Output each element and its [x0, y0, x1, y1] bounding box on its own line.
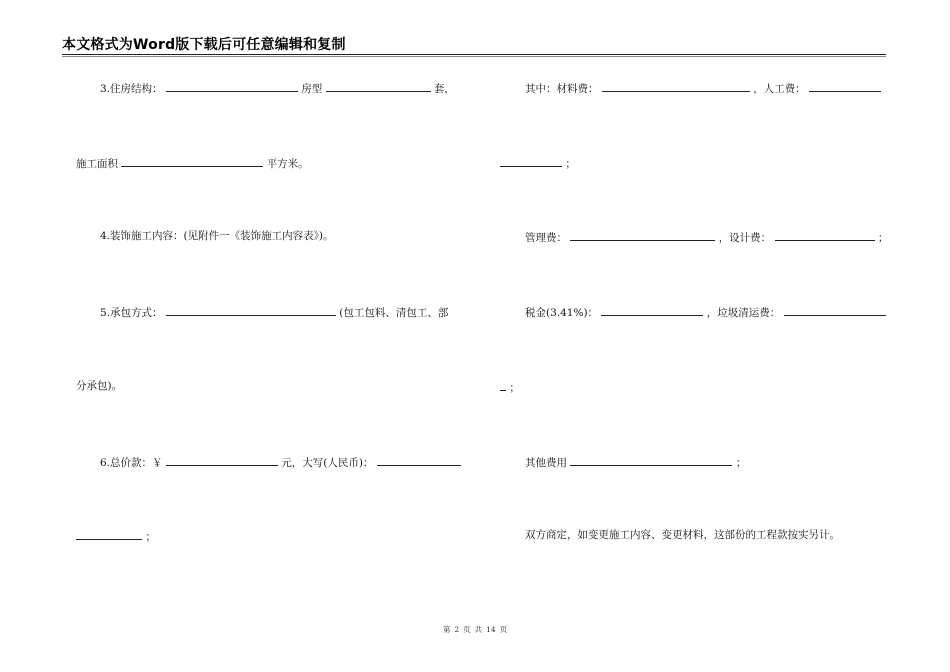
footer-total-word: 共	[474, 625, 483, 634]
document-header-title: 本文格式为Word版下载后可任意编辑和复制	[62, 37, 346, 53]
management-fee-label: 管理费：	[525, 232, 567, 244]
tax-blank[interactable]	[601, 304, 703, 316]
construction-area-label: 施工面积	[76, 158, 118, 170]
total-price-line-cont	[76, 528, 156, 542]
header-divider-secondary	[62, 56, 886, 57]
current-page-number: 2	[454, 625, 460, 634]
contract-method-blank[interactable]	[166, 304, 336, 316]
total-page-number: 14	[486, 625, 496, 634]
semicolon: ；	[509, 382, 520, 394]
other-fees-line	[525, 454, 746, 468]
labor-fee-line-cont	[500, 155, 576, 169]
design-fee-blank[interactable]	[775, 229, 875, 241]
material-fee-blank[interactable]	[602, 80, 750, 92]
management-fee-blank[interactable]	[570, 229, 715, 241]
total-price-line	[100, 454, 461, 468]
garbage-fee-blank[interactable]	[784, 304, 886, 316]
house-type-label: 房型	[301, 83, 323, 95]
management-design-line	[525, 229, 888, 243]
tax-label: 税金(3.41%)：	[525, 307, 599, 319]
decoration-content-text: 4.装饰施工内容：(见附件一《装饰施工内容表》)。	[100, 230, 334, 242]
amount-in-words-blank-cont[interactable]	[76, 528, 142, 540]
semicolon: ；	[877, 232, 889, 244]
footer-suffix: 页	[499, 625, 508, 634]
contract-method-options-cont: 分承包)。	[76, 380, 123, 392]
housing-structure-blank[interactable]	[166, 80, 298, 92]
other-fees-label: 其他费用	[525, 457, 567, 469]
total-price-blank[interactable]	[166, 454, 278, 466]
unit-label: 套，	[433, 83, 455, 95]
contract-method-line-cont	[76, 379, 122, 393]
design-fee-label: ，设计费：	[718, 232, 772, 244]
footer-prefix: 第	[442, 625, 451, 634]
semicolon: ；	[145, 531, 156, 543]
decoration-content-line	[100, 229, 333, 243]
material-fee-label: 其中：材料费：	[525, 83, 599, 95]
total-price-label: 6.总价款：￥	[100, 457, 163, 469]
amount-in-words-label: 元，大写(人民币)：	[281, 457, 374, 469]
garbage-fee-line-cont	[500, 379, 520, 393]
construction-area-blank[interactable]	[121, 155, 263, 167]
garbage-fee-blank-cont[interactable]	[500, 379, 506, 391]
material-labor-line	[525, 80, 881, 94]
square-meter-label: 平方米。	[266, 158, 309, 170]
tax-garbage-line	[525, 304, 886, 318]
garbage-fee-label: ，垃圾清运费：	[706, 307, 781, 319]
construction-area-line	[76, 155, 309, 169]
page-number-footer	[0, 624, 950, 635]
housing-structure-line	[100, 80, 455, 94]
housing-structure-label: 3.住房结构：	[100, 83, 163, 95]
change-terms-line	[525, 528, 840, 542]
other-fees-blank[interactable]	[570, 454, 732, 466]
contract-method-label: 5.承包方式：	[100, 307, 163, 319]
semicolon: ；	[735, 457, 747, 469]
change-terms-text: 双方商定，如变更施工内容、变更材料，这部份的工程款按实另计。	[525, 529, 840, 541]
house-type-blank[interactable]	[326, 80, 431, 92]
labor-fee-blank-cont[interactable]	[500, 155, 562, 167]
contract-method-line	[100, 304, 448, 318]
footer-page-word: 页	[463, 625, 471, 634]
labor-fee-blank[interactable]	[809, 80, 881, 92]
labor-fee-label: ，人工费：	[753, 83, 806, 95]
contract-method-options: (包工包料、清包工、部	[339, 307, 449, 319]
semicolon: ；	[565, 158, 576, 170]
amount-in-words-blank[interactable]	[377, 454, 461, 466]
header-divider	[62, 54, 886, 55]
